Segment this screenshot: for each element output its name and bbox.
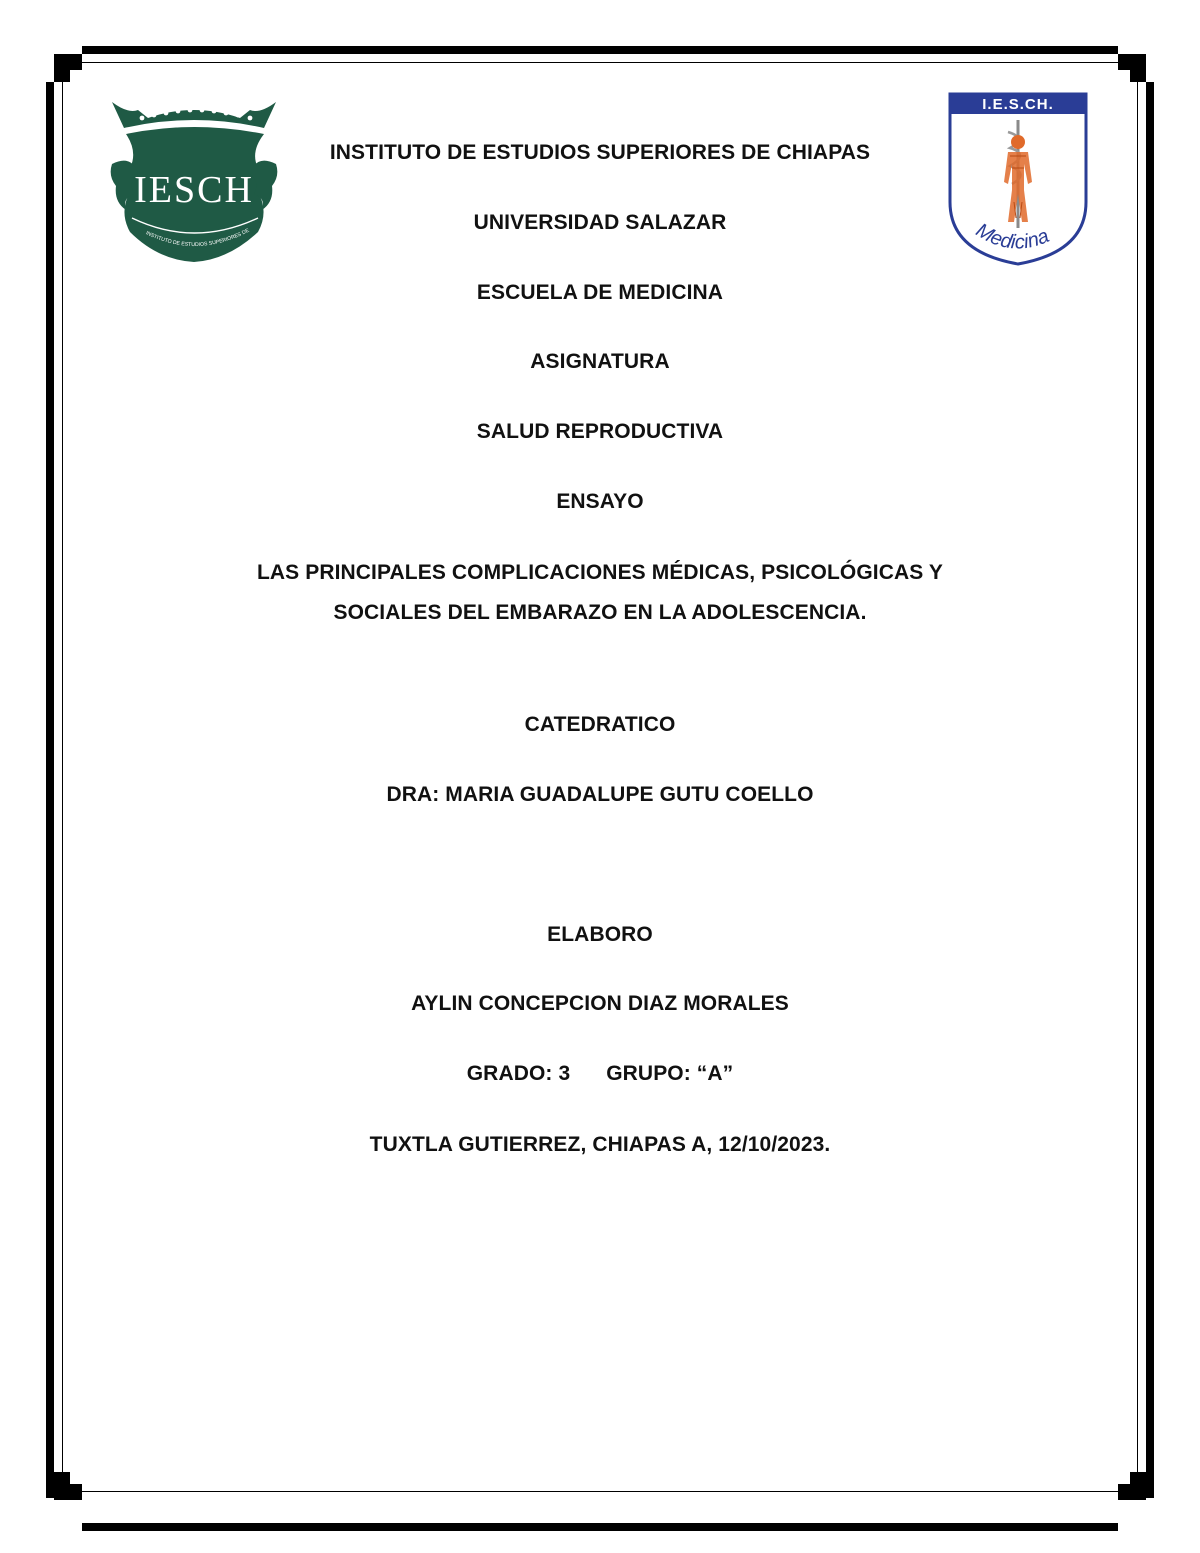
shield-banner-text: I.E.S.CH. (982, 96, 1054, 113)
author-name: AYLIN CONCEPCION DIAZ MORALES (411, 992, 789, 1015)
subject-name: SALUD REPRODUCTIVA (476, 420, 724, 443)
university-name: UNIVERSIDAD SALAZAR (473, 211, 727, 234)
institute-name: INSTITUTO DE ESTUDIOS SUPERIORES DE CHIAPAS (329, 141, 871, 164)
author-label: ELABORO (547, 923, 653, 946)
essay-title-line-2: SOCIALES DEL EMBARAZO EN LA ADOLESCENCIA. (333, 601, 867, 624)
place-and-date: TUXTLA GUTIERREZ, CHIAPAS A, 12/10/2023. (369, 1133, 831, 1156)
shield-medicina-text: Medicina (972, 219, 1053, 254)
essay-title-line-1: LAS PRINCIPALES COMPLICACIONES MÉDICAS, PSICOLÓGICAS Y (256, 561, 944, 584)
subject-label: ASIGNATURA (530, 350, 670, 373)
group: GRUPO: “A” (606, 1062, 734, 1085)
iesch-logo-text: IESCH (134, 169, 254, 211)
grade: GRADO: 3 (466, 1062, 571, 1085)
teacher-label: CATEDRATICO (524, 713, 676, 736)
iesch-logo-ring-text: INSTITUTO DE ESTUDIOS SUPERIORES DE (144, 227, 251, 249)
iesch-logo (108, 94, 280, 266)
school-name: ESCUELA DE MEDICINA (476, 281, 724, 304)
medicina-shield-logo (944, 92, 1092, 268)
grade-group (0, 1062, 1200, 1086)
work-type: ENSAYO (556, 490, 644, 513)
teacher-name: DRA: MARIA GUADALUPE GUTU COELLO (386, 783, 814, 806)
